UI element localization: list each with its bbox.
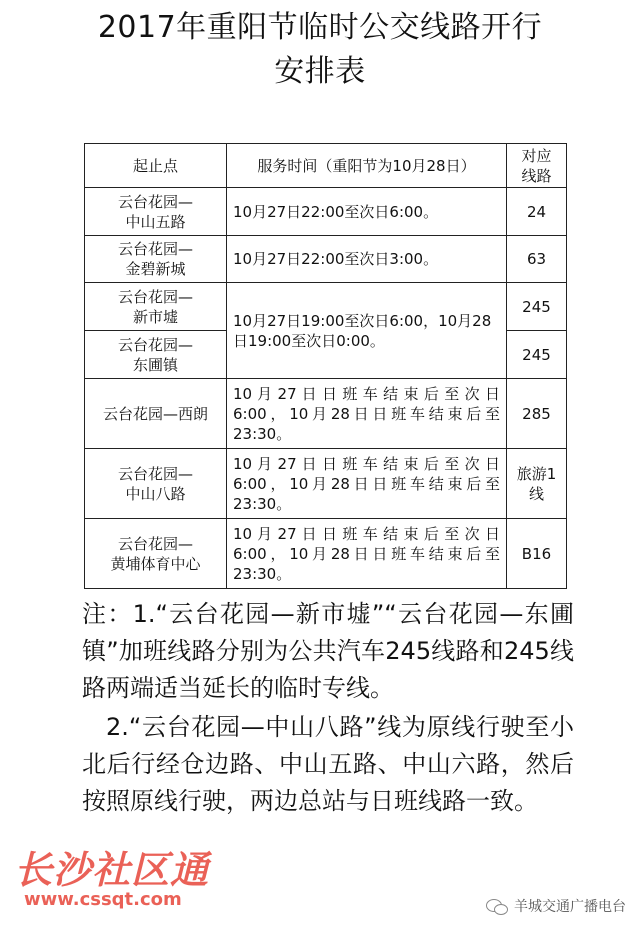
cell-route: 245: [507, 283, 567, 331]
site-watermark: [14, 850, 209, 910]
wechat-icon: [486, 897, 508, 915]
stop-line-1: 云台花园—: [117, 464, 193, 483]
header-route-line-2: 线路: [521, 166, 552, 185]
cell-stop: [85, 188, 227, 236]
cell-route: 24: [507, 188, 567, 236]
cell-time: 10 月 27 日 日 班 车 结 束 后 至 次 日 6:00，10月28日日班车结束后至23:30。: [227, 519, 507, 589]
stop-line-2: 中山五路: [125, 212, 186, 231]
cell-route: [507, 449, 567, 519]
stop-line-2: 黄埔体育中心: [110, 554, 201, 573]
cell-route: 285: [507, 379, 567, 449]
title-line-1: 2017年重阳节临时公交线路开行: [97, 10, 543, 45]
table-row: [85, 236, 567, 283]
cell-time: 10月27日22:00至次日3:00。: [227, 236, 507, 283]
source-credit: [482, 894, 630, 918]
stop-line-2: 金碧新城: [125, 260, 186, 278]
table-row: [85, 283, 567, 331]
table-row: [85, 449, 567, 519]
table-row: [85, 379, 567, 449]
stop-line-1: 云台花园—: [117, 534, 193, 553]
header-stops: 起止点: [85, 144, 227, 188]
stop-line-1: 云台花园—: [117, 335, 193, 354]
cell-time: 10月27日19:00至次日6:00，10月28日19:00至次日0:00。: [227, 283, 507, 379]
stop-line-2: 东圃镇: [132, 355, 178, 374]
cell-time: 10 月 27 日 日 班 车 结 束 后 至 次 日 6:00，10月28日日班车结束后至23:30。: [227, 449, 507, 519]
note-1: 注：1.“云台花园—新市墟”“云台花园—东圃镇”加班线路分别为公共汽车245线路和245线路两端适当延长的临时专线。: [82, 600, 574, 702]
stop-line-1: 云台花园—: [117, 192, 193, 211]
cell-route: 245: [507, 331, 567, 379]
route-line-2: 线: [528, 484, 544, 503]
schedule-table: [84, 143, 567, 589]
cell-time: 10 月 27 日 日 班 车 结 束 后 至 次 日 6:00，10月28日日班车结束后至23:30。: [227, 379, 507, 449]
note-2: 2.“云台花园—中山八路”线为原线行驶至小北后行经仓边路、中山五路、中山六路，然后按照原线行驶，两边总站与日班线路一致。: [82, 713, 574, 815]
stop-line-1: 云台花园—: [117, 240, 193, 258]
cell-stop: [85, 283, 227, 331]
header-route-line-1: 对应: [521, 146, 552, 165]
header-time: 服务时间（重阳节为10月28日）: [227, 144, 507, 188]
stop-line-2: 中山八路: [125, 484, 186, 503]
cell-route: B16: [507, 519, 567, 589]
cell-stop: [85, 236, 227, 283]
table-row: [85, 519, 567, 589]
notes-section: [82, 596, 574, 820]
cell-stop: [85, 449, 227, 519]
cell-route: 63: [507, 236, 567, 283]
table-row: [85, 188, 567, 236]
route-line-1: 旅游1: [516, 464, 557, 483]
page-title: [0, 6, 640, 94]
table-header-row: [85, 144, 567, 188]
header-route: [507, 144, 567, 188]
cell-stop: [85, 331, 227, 379]
watermark-text: 长沙社区通: [14, 848, 210, 892]
cell-stop: [85, 519, 227, 589]
stop-line-2: 新市墟: [132, 307, 178, 326]
title-line-2: 安排表: [274, 54, 366, 89]
source-label: 羊城交通广播电台: [514, 899, 626, 915]
watermark-url: www.cssqt.com: [24, 889, 182, 910]
cell-time: 10月27日22:00至次日6:00。: [227, 188, 507, 236]
cell-stop: 云台花园—西朗: [85, 379, 227, 449]
stop-line-1: 云台花园—: [117, 287, 193, 306]
